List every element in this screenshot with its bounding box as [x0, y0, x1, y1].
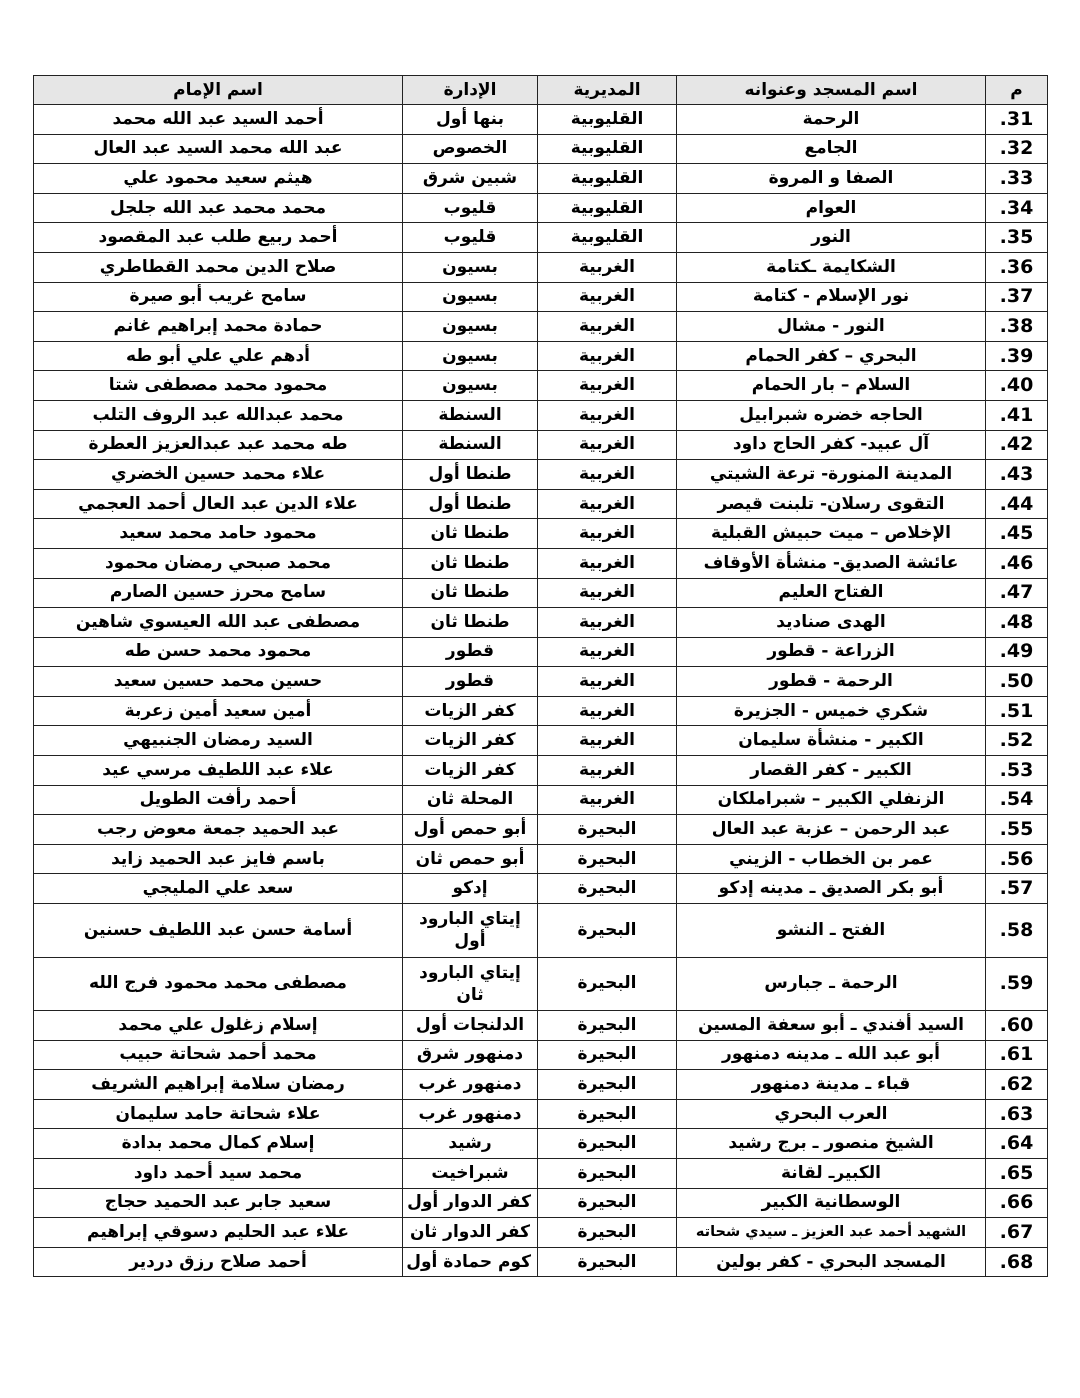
mosque-name-cell: التقوى رسلان- تلبنت قيصر: [677, 489, 986, 519]
row-number: 64.: [986, 1129, 1048, 1159]
imam-name-cell: مصطفى عبد الله العيسوي شاهين: [34, 608, 403, 638]
imam-name-cell: محمود حامد محمد سعيد: [34, 519, 403, 549]
mosque-name-cell: عائشة الصديق- منشأة الأوقاف: [677, 548, 986, 578]
row-number: 58.: [986, 904, 1048, 958]
row-number: 39.: [986, 341, 1048, 371]
row-number: 46.: [986, 548, 1048, 578]
row-number: 68.: [986, 1247, 1048, 1277]
row-number: 56.: [986, 844, 1048, 874]
administration-cell: كفر الدوار أول: [403, 1188, 538, 1218]
header-administration: الإدارة: [403, 76, 538, 105]
administration-cell: أبو حمص ثان: [403, 844, 538, 874]
table-row: [34, 223, 1048, 253]
table-row: [34, 726, 1048, 756]
administration-cell: كفر الزيات: [403, 696, 538, 726]
directorate-cell: البحيرة: [538, 1159, 677, 1189]
directorate-cell: البحيرة: [538, 957, 677, 1011]
table-row: [34, 548, 1048, 578]
imam-name-cell: محمد عبدالله عبد الروف التلب: [34, 400, 403, 430]
administration-cell: بسيون: [403, 341, 538, 371]
administration-cell: المحلة ثان: [403, 785, 538, 815]
directorate-cell: الغربية: [538, 489, 677, 519]
row-number: 59.: [986, 957, 1048, 1011]
imam-name-cell: محمود محمد مصطفى شتا: [34, 371, 403, 401]
administration-cell: طنطا ثان: [403, 548, 538, 578]
table-row: [34, 1129, 1048, 1159]
directorate-cell: البحيرة: [538, 815, 677, 845]
imam-name-cell: إسلام زغلول علي محمد: [34, 1011, 403, 1041]
administration-cell: شبين شرق: [403, 164, 538, 194]
imam-name-cell: علاء محمد حسين الخضري: [34, 460, 403, 490]
administration-cell: قطور: [403, 667, 538, 697]
administration-cell: بسيون: [403, 252, 538, 282]
table-row: [34, 430, 1048, 460]
mosque-name-cell: الفتح ـ النشو: [677, 904, 986, 958]
row-number: 50.: [986, 667, 1048, 697]
row-number: 51.: [986, 696, 1048, 726]
imam-assignment-table: [33, 75, 1048, 1277]
row-number: 35.: [986, 223, 1048, 253]
mosque-name-cell: الرحمة ـ جبارس: [677, 957, 986, 1011]
directorate-cell: الغربية: [538, 460, 677, 490]
row-number: 33.: [986, 164, 1048, 194]
imam-name-cell: سعد علي المليجي: [34, 874, 403, 904]
administration-cell: رشيد: [403, 1129, 538, 1159]
mosque-name-cell: المسجد البحري - كفر بولين: [677, 1247, 986, 1277]
mosque-name-cell: السلام – بار الحمام: [677, 371, 986, 401]
table-row: [34, 637, 1048, 667]
table-row: [34, 1188, 1048, 1218]
table-row: [34, 282, 1048, 312]
imam-name-cell: حمادة محمد إبراهيم غانم: [34, 312, 403, 342]
directorate-cell: البحيرة: [538, 1247, 677, 1277]
table-row: [34, 400, 1048, 430]
mosque-name-cell: البحري – كفر الحمام: [677, 341, 986, 371]
administration-cell: إيتاي البارود ثان: [403, 957, 538, 1011]
table-row: [34, 1159, 1048, 1189]
table-row: [34, 460, 1048, 490]
directorate-cell: البحيرة: [538, 1218, 677, 1248]
imam-assignment-sheet: [33, 75, 1047, 1277]
row-number: 66.: [986, 1188, 1048, 1218]
imam-name-cell: عبد الحميد جمعة معوض رجب: [34, 815, 403, 845]
directorate-cell: البحيرة: [538, 1070, 677, 1100]
imam-name-cell: صلاح الدين محمد القطاطري: [34, 252, 403, 282]
directorate-cell: البحيرة: [538, 1011, 677, 1041]
administration-cell: دمنهور غرب: [403, 1099, 538, 1129]
row-number: 43.: [986, 460, 1048, 490]
directorate-cell: الغربية: [538, 578, 677, 608]
mosque-name-cell: الشكايمة ـكتامة: [677, 252, 986, 282]
directorate-cell: الغربية: [538, 282, 677, 312]
table-row: [34, 1099, 1048, 1129]
row-number: 42.: [986, 430, 1048, 460]
imam-name-cell: سامح غريب أبو صيرة: [34, 282, 403, 312]
row-number: 60.: [986, 1011, 1048, 1041]
imam-name-cell: إسلام كمال محمد بدادة: [34, 1129, 403, 1159]
table-row: [34, 1247, 1048, 1277]
administration-cell: شبراخيت: [403, 1159, 538, 1189]
administration-cell: كوم حمادة أول: [403, 1247, 538, 1277]
administration-cell: طنطا ثان: [403, 578, 538, 608]
mosque-name-cell: الرحمة - قطور: [677, 667, 986, 697]
administration-cell: قطور: [403, 637, 538, 667]
administration-cell: طنطا ثان: [403, 608, 538, 638]
mosque-name-cell: الكبير - منشأة سليمان: [677, 726, 986, 756]
row-number: 48.: [986, 608, 1048, 638]
administration-cell: بسيون: [403, 312, 538, 342]
administration-cell: قليوب: [403, 193, 538, 223]
imam-name-cell: أحمد السيد عبد الله محمد: [34, 105, 403, 135]
directorate-cell: الغربية: [538, 371, 677, 401]
imam-name-cell: أحمد رأفت الطويل: [34, 785, 403, 815]
directorate-cell: القليوبية: [538, 164, 677, 194]
mosque-name-cell: السيد أفندي ـ أبو سعفة المسين: [677, 1011, 986, 1041]
table-row: [34, 105, 1048, 135]
header-directorate: المديرية: [538, 76, 677, 105]
table-row: [34, 371, 1048, 401]
imam-name-cell: هيثم سعيد محمود علي: [34, 164, 403, 194]
administration-cell: السنطة: [403, 400, 538, 430]
imam-name-cell: محمد صبحي رمضان محمود: [34, 548, 403, 578]
mosque-name-cell: الحاجه خضره شبرابيل: [677, 400, 986, 430]
directorate-cell: البحيرة: [538, 874, 677, 904]
imam-name-cell: رمضان سلامة إبراهيم الشريف: [34, 1070, 403, 1100]
directorate-cell: الغربية: [538, 548, 677, 578]
header-mosque: اسم المسجد وعنوانه: [677, 76, 986, 105]
imam-name-cell: محمد سيد أحمد داود: [34, 1159, 403, 1189]
row-number: 47.: [986, 578, 1048, 608]
administration-cell: طنطا أول: [403, 489, 538, 519]
mosque-name-cell: الشهيد أحمد عبد العزيز ـ سيدي شحاته: [677, 1218, 986, 1248]
row-number: 54.: [986, 785, 1048, 815]
imam-name-cell: أحمد صلاح رزق دردير: [34, 1247, 403, 1277]
mosque-name-cell: الرحمة: [677, 105, 986, 135]
directorate-cell: الغربية: [538, 785, 677, 815]
administration-cell: كفر الزيات: [403, 756, 538, 786]
row-number: 49.: [986, 637, 1048, 667]
table-row: [34, 252, 1048, 282]
table-row: [34, 1218, 1048, 1248]
mosque-name-cell: المدينة المنورة- ترعة الشيتي: [677, 460, 986, 490]
imam-name-cell: مصطفى محمد محمود فرج الله: [34, 957, 403, 1011]
mosque-name-cell: قباء ـ مدينة دمنهور: [677, 1070, 986, 1100]
mosque-name-cell: عمر بن الخطاب - الزيني: [677, 844, 986, 874]
row-number: 32.: [986, 134, 1048, 164]
imam-name-cell: أحمد ربيع طلب عبد المقصود: [34, 223, 403, 253]
administration-cell: أبو حمص أول: [403, 815, 538, 845]
row-number: 40.: [986, 371, 1048, 401]
imam-name-cell: باسم فايز عبد الحميد زايد: [34, 844, 403, 874]
table-row: [34, 696, 1048, 726]
administration-cell: الدلنجات أول: [403, 1011, 538, 1041]
row-number: 67.: [986, 1218, 1048, 1248]
row-number: 34.: [986, 193, 1048, 223]
row-number: 41.: [986, 400, 1048, 430]
table-row: [34, 1040, 1048, 1070]
row-number: 65.: [986, 1159, 1048, 1189]
table-row: [34, 874, 1048, 904]
administration-cell: دمنهور غرب: [403, 1070, 538, 1100]
mosque-name-cell: الزراعة - قطور: [677, 637, 986, 667]
mosque-name-cell: عبد الرحمن – عزبة عبد العال: [677, 815, 986, 845]
imam-name-cell: محمود محمد حسن طه: [34, 637, 403, 667]
administration-cell: بسيون: [403, 371, 538, 401]
directorate-cell: الغربية: [538, 341, 677, 371]
mosque-name-cell: العوام: [677, 193, 986, 223]
directorate-cell: البحيرة: [538, 844, 677, 874]
table-header-row: [34, 76, 1048, 105]
mosque-name-cell: النور - مشال: [677, 312, 986, 342]
row-number: 31.: [986, 105, 1048, 135]
mosque-name-cell: الصفا و المروة: [677, 164, 986, 194]
administration-cell: طنطا أول: [403, 460, 538, 490]
table-row: [34, 193, 1048, 223]
administration-cell: كفر الدوار ثان: [403, 1218, 538, 1248]
directorate-cell: القليوبية: [538, 134, 677, 164]
directorate-cell: الغربية: [538, 312, 677, 342]
directorate-cell: البحيرة: [538, 1040, 677, 1070]
imam-name-cell: علاء شحاتة حامد سليمان: [34, 1099, 403, 1129]
mosque-name-cell: نور الإسلام - كتامة: [677, 282, 986, 312]
imam-name-cell: عبد الله محمد السيد عبد العال: [34, 134, 403, 164]
imam-name-cell: محمد أحمد شحاتة حبيب: [34, 1040, 403, 1070]
table-row: [34, 1070, 1048, 1100]
table-row: [34, 667, 1048, 697]
row-number: 38.: [986, 312, 1048, 342]
mosque-name-cell: أبو عبد الله ـ مدينه دمنهور: [677, 1040, 986, 1070]
mosque-name-cell: الكبير - كفر القصار: [677, 756, 986, 786]
table-row: [34, 578, 1048, 608]
table-row: [34, 1011, 1048, 1041]
header-imam: اسم الإمام: [34, 76, 403, 105]
row-number: 36.: [986, 252, 1048, 282]
imam-name-cell: سعيد جابر عبد الحميد حجاج: [34, 1188, 403, 1218]
row-number: 57.: [986, 874, 1048, 904]
directorate-cell: الغربية: [538, 519, 677, 549]
table-row: [34, 341, 1048, 371]
administration-cell: بسيون: [403, 282, 538, 312]
table-row: [34, 815, 1048, 845]
administration-cell: السنطة: [403, 430, 538, 460]
directorate-cell: القليوبية: [538, 193, 677, 223]
administration-cell: الخصوص: [403, 134, 538, 164]
mosque-name-cell: الفتاح العليم: [677, 578, 986, 608]
directorate-cell: البحيرة: [538, 1129, 677, 1159]
imam-name-cell: سامح محرز حسين الصارم: [34, 578, 403, 608]
directorate-cell: الغربية: [538, 726, 677, 756]
administration-cell: بنها أول: [403, 105, 538, 135]
row-number: 61.: [986, 1040, 1048, 1070]
administration-cell: قليوب: [403, 223, 538, 253]
table-row: [34, 134, 1048, 164]
directorate-cell: الغربية: [538, 430, 677, 460]
directorate-cell: الغربية: [538, 756, 677, 786]
imam-name-cell: علاء عبد اللطيف مرسي عيد: [34, 756, 403, 786]
directorate-cell: الغربية: [538, 252, 677, 282]
directorate-cell: القليوبية: [538, 105, 677, 135]
imam-name-cell: علاء الدين عبد العال أحمد العجمي: [34, 489, 403, 519]
row-number: 55.: [986, 815, 1048, 845]
directorate-cell: الغربية: [538, 608, 677, 638]
mosque-name-cell: الوسطانية الكبير: [677, 1188, 986, 1218]
row-number: 52.: [986, 726, 1048, 756]
imam-name-cell: أدهم علي علي أبو طه: [34, 341, 403, 371]
row-number: 62.: [986, 1070, 1048, 1100]
imam-name-cell: علاء عبد الحليم دسوقي إبراهيم: [34, 1218, 403, 1248]
mosque-name-cell: الهدى صناديد: [677, 608, 986, 638]
mosque-name-cell: الشيخ منصور ـ برج رشيد: [677, 1129, 986, 1159]
administration-cell: إدكو: [403, 874, 538, 904]
mosque-name-cell: الإخلاص – ميت حبيش القبلية: [677, 519, 986, 549]
administration-cell: إيتاي البارود أول: [403, 904, 538, 958]
imam-name-cell: أسامة حسن عبد اللطيف حسنين: [34, 904, 403, 958]
mosque-name-cell: العرب البحري: [677, 1099, 986, 1129]
table-row: [34, 164, 1048, 194]
mosque-name-cell: أبو بكر الصديق ـ مدينه إدكو: [677, 874, 986, 904]
imam-name-cell: حسين محمد حسين سعيد: [34, 667, 403, 697]
header-number: م: [986, 76, 1048, 105]
mosque-name-cell: الكبيرـ لقانة: [677, 1159, 986, 1189]
table-row: [34, 904, 1048, 958]
mosque-name-cell: الجامع: [677, 134, 986, 164]
directorate-cell: البحيرة: [538, 904, 677, 958]
table-row: [34, 957, 1048, 1011]
imam-name-cell: محمد محمد عبد الله جلجل: [34, 193, 403, 223]
directorate-cell: الغربية: [538, 400, 677, 430]
administration-cell: طنطا ثان: [403, 519, 538, 549]
table-body: [34, 105, 1048, 1277]
administration-cell: دمنهور شرق: [403, 1040, 538, 1070]
imam-name-cell: طه محمد عبد عبدالعزيز العطرة: [34, 430, 403, 460]
row-number: 63.: [986, 1099, 1048, 1129]
table-row: [34, 785, 1048, 815]
directorate-cell: القليوبية: [538, 223, 677, 253]
table-row: [34, 312, 1048, 342]
directorate-cell: الغربية: [538, 667, 677, 697]
imam-name-cell: أمين سعيد أمين زعربة: [34, 696, 403, 726]
directorate-cell: الغربية: [538, 696, 677, 726]
row-number: 44.: [986, 489, 1048, 519]
row-number: 53.: [986, 756, 1048, 786]
table-row: [34, 844, 1048, 874]
mosque-name-cell: الزنفلي الكبير – شبراملكان: [677, 785, 986, 815]
table-row: [34, 608, 1048, 638]
mosque-name-cell: النور: [677, 223, 986, 253]
row-number: 37.: [986, 282, 1048, 312]
imam-name-cell: السيد رمضان الجنبيهي: [34, 726, 403, 756]
directorate-cell: البحيرة: [538, 1099, 677, 1129]
table-row: [34, 519, 1048, 549]
mosque-name-cell: آل عبيد- كفر الحاج داود: [677, 430, 986, 460]
table-row: [34, 489, 1048, 519]
directorate-cell: الغربية: [538, 637, 677, 667]
mosque-name-cell: شكري خميس - الجزيرة: [677, 696, 986, 726]
directorate-cell: البحيرة: [538, 1188, 677, 1218]
administration-cell: كفر الزيات: [403, 726, 538, 756]
table-row: [34, 756, 1048, 786]
row-number: 45.: [986, 519, 1048, 549]
